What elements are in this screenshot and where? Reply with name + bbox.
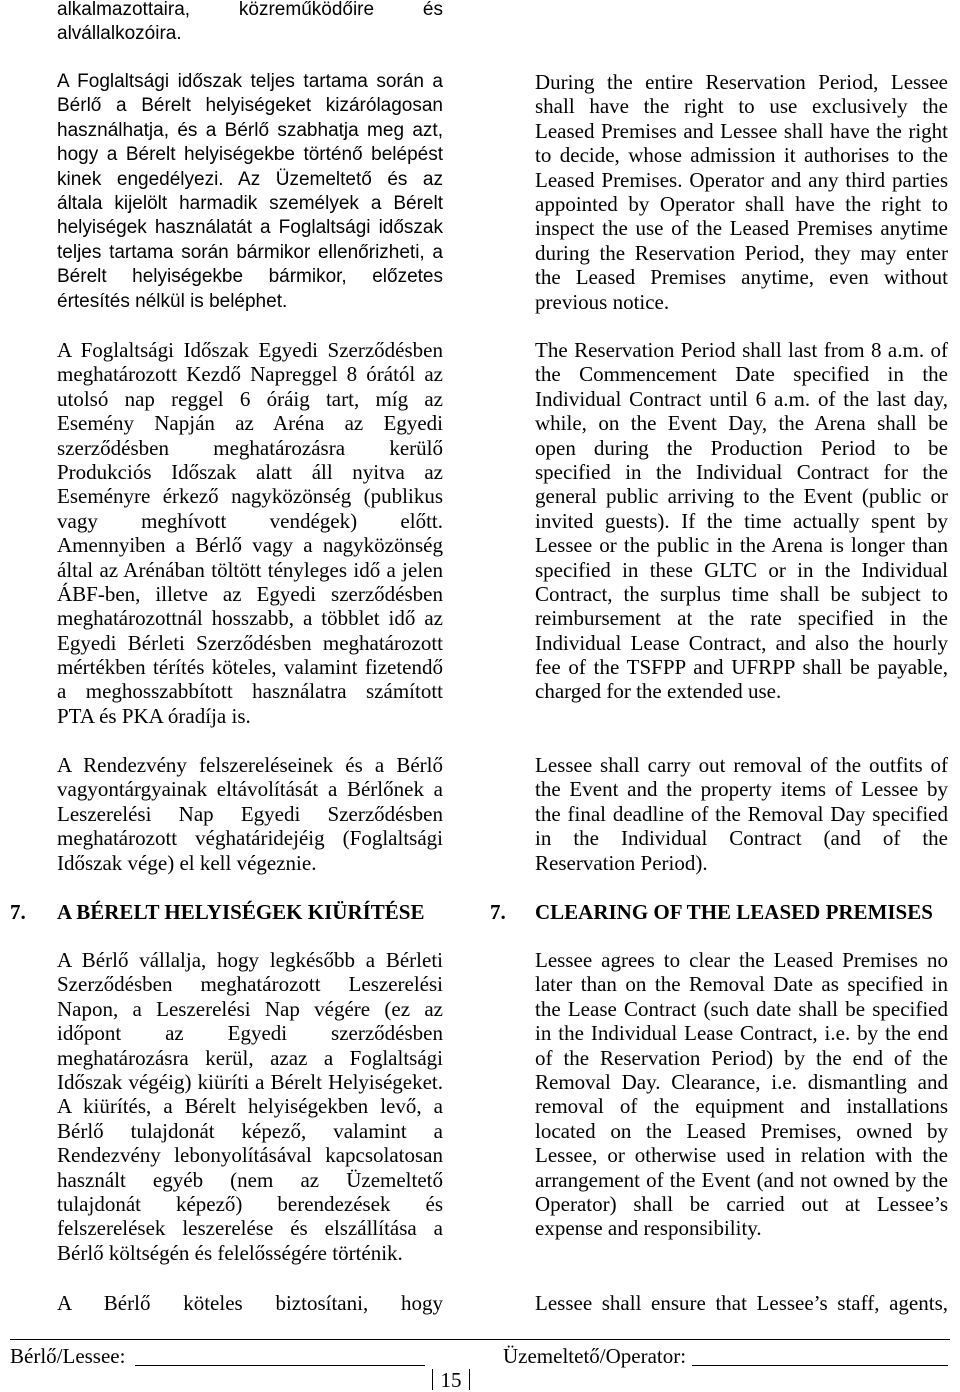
text-line: kinek engedélyezi. Az Üzemeltető és az bbox=[57, 168, 443, 190]
text-line: Individual Contract until 6 a.m. of the last day, bbox=[535, 386, 948, 411]
text-line: the Commencement Date specified in the bbox=[535, 362, 948, 387]
operator-signature-line bbox=[692, 1365, 948, 1366]
text-line: tulajdonát képező) berendezések és bbox=[57, 1191, 443, 1216]
text-line: Amennyiben a Bérlő vagy a nagyközönség bbox=[57, 533, 443, 558]
text-line: A Foglaltsági időszak teljes tartama során a bbox=[57, 71, 443, 92]
text-line: meghatározott Kezdő Napreggel 8 órától az bbox=[57, 362, 443, 387]
text-line: Produkciós Időszak alatt áll nyitva az bbox=[57, 459, 443, 484]
text-line: felszerelések leszerelése és elszállítása a bbox=[57, 1216, 443, 1241]
text-line: teljes tartama során bármikor ellenőrizheti, a bbox=[57, 241, 443, 263]
text-line: meghatározásra kerül, azaz a Foglaltsági bbox=[57, 1045, 443, 1070]
text-line: Rendezvény lebonyolításával kapcsolatosan bbox=[57, 1143, 443, 1168]
text-line: Lessee shall carry out removal of the outfits of bbox=[535, 753, 948, 777]
text-line: hogy a Bérelt helyiségekbe történő belépést bbox=[57, 144, 443, 166]
en-reservation-period-paragraph bbox=[535, 70, 948, 314]
text-line: A kiürítés, a Bérelt helyiségekben levő, a bbox=[57, 1094, 443, 1119]
text-line: Szerződésben meghatározott Leszerelési bbox=[57, 972, 443, 997]
text-line: Esemény Napján az Aréna az Egyedi bbox=[57, 411, 443, 436]
text-line: specified in these GLTC or in the Individual bbox=[535, 557, 948, 582]
hu-intro-tail-paragraph bbox=[57, 0, 443, 47]
text-line: in the Individual Contract (and of the bbox=[535, 826, 948, 851]
text-line: időpont az Egyedi szerződésben bbox=[57, 1021, 443, 1046]
text-line: mértékben térítés köteles, valamint fizetendő bbox=[57, 655, 443, 680]
hu-staff-obligation-paragraph bbox=[57, 1291, 443, 1315]
en-reservation-hours-paragraph bbox=[535, 338, 948, 704]
text-line: által az Arénában töltött tényleges idő a jelen bbox=[57, 557, 443, 582]
text-line: specified in the Individual Contract for the bbox=[535, 459, 948, 484]
text-line: vagyontárgyainak eltávolítását a Bérlőnek a bbox=[57, 777, 443, 802]
text-line: Lessee shall ensure that Lessee’s staff, agents, bbox=[535, 1291, 948, 1315]
text-line: charged for the extended use. bbox=[535, 679, 782, 704]
text-line: to decide, whose admission it authorises to the bbox=[535, 143, 948, 168]
en-removal-deadline-paragraph bbox=[535, 753, 948, 875]
text-line: Egyedi Bérleti Szerződésben meghatározott bbox=[57, 630, 443, 655]
en-clearing-paragraph bbox=[535, 948, 948, 1241]
text-line: of the Reservation Period) by the end of the bbox=[535, 1045, 948, 1070]
hu-section-number: 7. bbox=[10, 900, 26, 924]
text-line: PTA és PKA óradíja is. bbox=[57, 703, 251, 728]
text-line: shall have the right to use exclusively the bbox=[535, 94, 948, 119]
text-line: while, on the Event Day, the Arena shall be bbox=[535, 411, 948, 436]
text-line: A Bérlő köteles biztosítani, hogy bbox=[57, 1291, 443, 1315]
text-line: located on the Leased Premises, owned by bbox=[535, 1118, 948, 1143]
lessee-signature-line bbox=[135, 1365, 425, 1366]
text-line: meghatározott véghatáridejéig (Foglaltsági bbox=[57, 826, 443, 851]
text-line: szerződésben meghatározásra kerülő bbox=[57, 435, 443, 460]
text-line: Leased Premises and Lessee shall have the right bbox=[535, 118, 948, 143]
text-line: later than on the Removal Date as specified in bbox=[535, 972, 948, 997]
text-line: appointed by Operator shall have the right to bbox=[535, 191, 948, 216]
text-line: Lessee or the public in the Arena is longer than bbox=[535, 533, 948, 558]
footer-rule bbox=[10, 1339, 950, 1340]
text-line: Időszak vége) el kell végeznie. bbox=[57, 850, 317, 875]
text-line: általa kijelölt harmadik személyek a Bérelt bbox=[57, 192, 443, 214]
text-line: Individual Lease Contract, and also the hourly bbox=[535, 630, 948, 655]
text-line: Bérlő a Bérelt helyiségeket kizárólagosan bbox=[57, 95, 443, 117]
text-line: Leszerelési Nap Egyedi Szerződésben bbox=[57, 801, 443, 826]
text-line: A Rendezvény felszereléseinek és a Bérlő bbox=[57, 753, 443, 777]
text-line: A Bérlő vállalja, hogy legkésőbb a Bérleti bbox=[57, 948, 443, 972]
lessee-label: Bérlő/Lessee: bbox=[10, 1344, 126, 1368]
text-line: Lessee agrees to clear the Leased Premises no bbox=[535, 948, 948, 972]
hu-clearing-paragraph bbox=[57, 948, 443, 1265]
text-line: The Reservation Period shall last from 8 a.m. of bbox=[535, 338, 948, 362]
hu-removal-deadline-paragraph bbox=[57, 753, 443, 875]
text-line: A Foglaltsági Időszak Egyedi Szerződésben bbox=[57, 338, 443, 362]
en-staff-obligation-paragraph bbox=[535, 1291, 948, 1315]
text-line: alkalmazottaira, közreműködőire és bbox=[57, 0, 443, 20]
text-line: alvállalkozóira. bbox=[57, 23, 182, 45]
text-line: previous notice. bbox=[535, 289, 670, 314]
text-line: fee of the TSFPP and UFRPP shall be payable, bbox=[535, 655, 948, 680]
text-line: utolsó nap reggel 6 óráig tart, míg az bbox=[57, 386, 443, 411]
text-line: the Leased Premises anytime, even without bbox=[535, 265, 948, 290]
text-line: the Event and the property items of Lessee by bbox=[535, 777, 948, 802]
text-line: reimbursement at the rate specified in the bbox=[535, 606, 948, 631]
text-line: Időszak végéig) kiüríti a Bérelt Helyiségeket. bbox=[57, 1069, 443, 1094]
hu-reservation-hours-paragraph bbox=[57, 338, 443, 728]
text-line: ÁBF-ben, illetve az Egyedi szerződésben bbox=[57, 581, 443, 606]
text-line: general public arriving to the Event (public or bbox=[535, 484, 948, 509]
text-line: vagy meghívott vendégek) előtt. bbox=[57, 508, 443, 533]
text-line: the final deadline of the Removal Day specified bbox=[535, 801, 948, 826]
text-line: Napon, a Leszerelési Nap végére (ez az bbox=[57, 996, 443, 1021]
hu-section-title: A BÉRELT HELYISÉGEK KIÜRÍTÉSE bbox=[57, 900, 425, 924]
text-line: the Lease Contract (such date shall be specified bbox=[535, 996, 948, 1021]
text-line: removal of the equipment and installations bbox=[535, 1094, 948, 1119]
text-line: értesítés nélkül is beléphet. bbox=[57, 290, 288, 312]
text-line: in the Individual Lease Contract, i.e. by the end bbox=[535, 1021, 948, 1046]
text-line: használhatja, és a Bérlő szabhatja meg azt, bbox=[57, 119, 443, 141]
operator-label: Üzemeltető/Operator: bbox=[503, 1344, 687, 1368]
text-line: Operator) shall be carried out at Lessee’s bbox=[535, 1191, 948, 1216]
text-line: Bérlő költségén és felelősségére történik. bbox=[57, 1240, 403, 1265]
en-section-title: CLEARING OF THE LEASED PREMISES bbox=[535, 900, 933, 924]
text-line: Lessee, or otherwise used in relation with the bbox=[535, 1143, 948, 1168]
text-line: during the Reservation Period, they may enter bbox=[535, 240, 948, 265]
text-line: Contract, the surplus time shall be subject to bbox=[535, 581, 948, 606]
text-line: expense and responsibility. bbox=[535, 1216, 762, 1241]
text-line: meghatározottnál hosszabb, a többlet idő az bbox=[57, 606, 443, 631]
text-line: arrangement of the Event (and not owned by the bbox=[535, 1167, 948, 1192]
text-line: Eseményre érkező nagyközönség (publikus bbox=[57, 484, 443, 509]
text-line: invited guests). If the time actually spent by bbox=[535, 508, 948, 533]
text-line: a meghosszabbított használatra számított bbox=[57, 679, 443, 704]
text-line: Bérelt helyiségekbe bármikor, előzetes bbox=[57, 266, 443, 288]
text-line: Leased Premises. Operator and any third parties bbox=[535, 167, 948, 192]
page-number: 15 bbox=[432, 1369, 470, 1390]
text-line: Reservation Period). bbox=[535, 850, 708, 875]
text-line: Removal Day. Clearance, i.e. dismantling and bbox=[535, 1069, 948, 1094]
text-line: During the entire Reservation Period, Lessee bbox=[535, 70, 948, 94]
hu-reservation-period-paragraph bbox=[57, 70, 443, 314]
text-line: helyiségek használatát a Foglaltsági időszak bbox=[57, 217, 443, 239]
text-line: inspect the use of the Leased Premises anytime bbox=[535, 216, 948, 241]
text-line: használt egyéb (nem az Üzemeltető bbox=[57, 1167, 443, 1192]
text-line: Bérlő tulajdonát képező, valamint a bbox=[57, 1118, 443, 1143]
text-line: open during the Production Period to be bbox=[535, 435, 948, 460]
en-section-number: 7. bbox=[490, 900, 506, 924]
